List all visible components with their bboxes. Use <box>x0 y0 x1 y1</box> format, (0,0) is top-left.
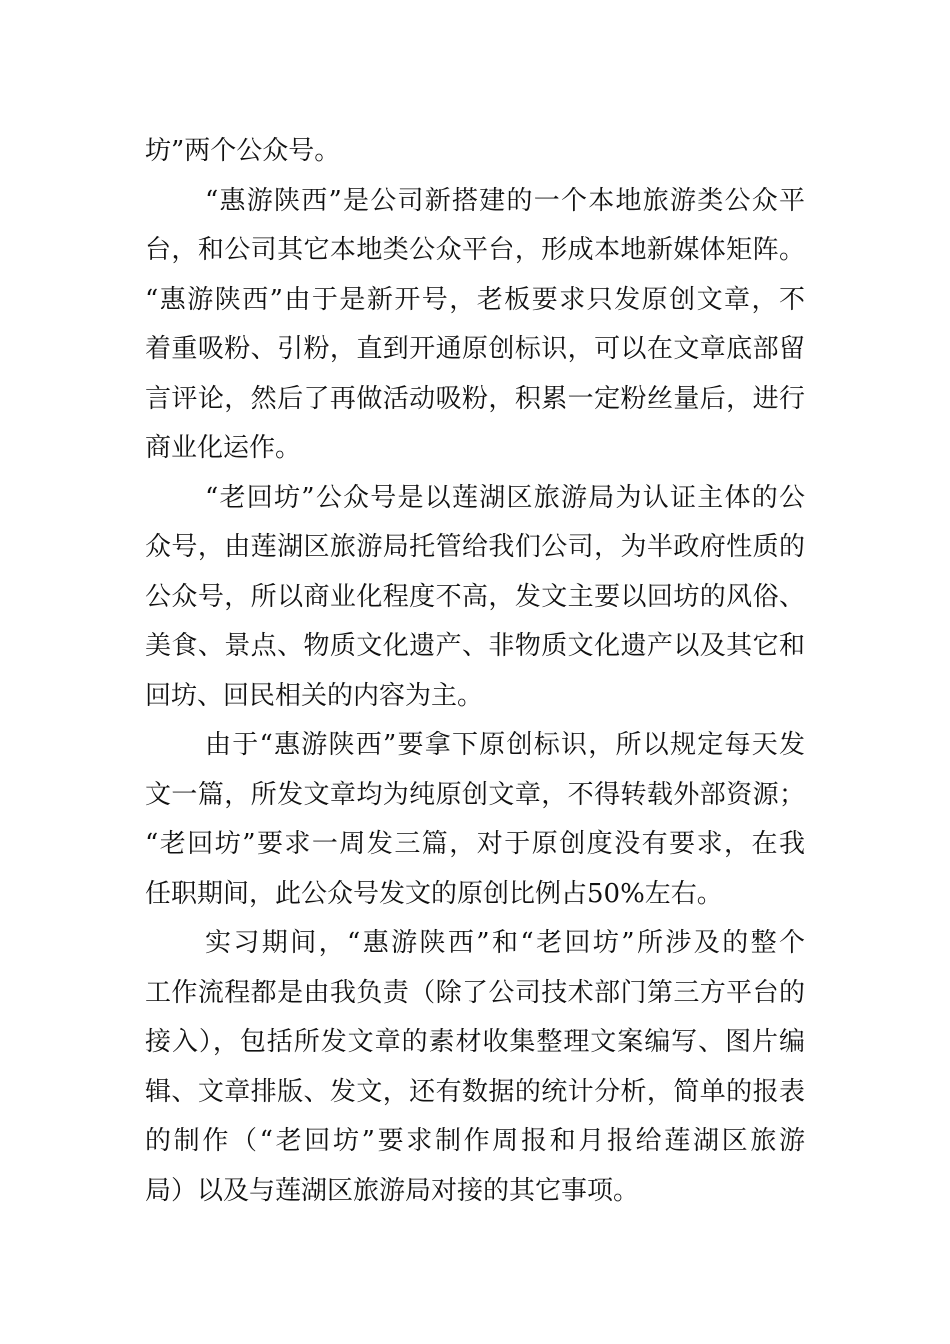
text-line: 公众号，所以商业化程度不高，发文主要以回坊的风俗、 <box>145 581 805 612</box>
text-line: “老回坊”要求一周发三篇，对于原创度没有要求，在我 <box>145 829 805 859</box>
paragraph-4 <box>145 721 805 919</box>
text-line: 的制作（“老回坊”要求制作周报和月报给莲湖区旅游 <box>145 1126 805 1156</box>
text-line: 美食、景点、物质文化遗产、非物质文化遗产以及其它和 <box>145 631 805 661</box>
text-line: 接入），包括所发文章的素材收集整理文案编写、图片编 <box>145 1027 805 1057</box>
text-line: 文一篇，所发文章均为纯原创文章，不得转载外部资源； <box>145 779 805 810</box>
text-line: 实习期间，“惠游陕西”和“老回坊”所涉及的整个 <box>205 928 805 958</box>
text-line: 坊”两个公众号。 <box>145 136 341 166</box>
text-line: 商业化运作。 <box>145 433 302 463</box>
text-line: “惠游陕西”由于是新开号，老板要求只发原创文章，不 <box>145 284 805 315</box>
text-line: 任职期间，此公众号发文的原创比例占50%左右。 <box>145 878 723 909</box>
paragraph-5 <box>145 919 805 1216</box>
text-line: “老回坊”公众号是以莲湖区旅游局为认证主体的公 <box>205 482 805 513</box>
text-line: 台，和公司其它本地类公众平台，形成本地新媒体矩阵。 <box>145 235 805 265</box>
text-line: 局）以及与莲湖区旅游局对接的其它事项。 <box>145 1175 640 1206</box>
text-line: “惠游陕西”是公司新搭建的一个本地旅游类公众平 <box>205 185 805 216</box>
paragraph-1 <box>145 127 805 177</box>
document-body <box>145 127 805 1216</box>
paragraph-2 <box>145 177 805 474</box>
text-line: 着重吸粉、引粉，直到开通原创标识，可以在文章底部留 <box>145 334 805 364</box>
paragraph-3 <box>145 474 805 722</box>
text-line: 回坊、回民相关的内容为主。 <box>145 680 484 711</box>
text-line: 言评论，然后了再做活动吸粉，积累一定粉丝量后，进行 <box>145 383 805 414</box>
text-line: 众号，由莲湖区旅游局托管给我们公司，为半政府性质的 <box>145 532 805 562</box>
text-line: 工作流程都是由我负责（除了公司技术部门第三方平台的 <box>145 977 805 1008</box>
text-line: 辑、文章排版、发文，还有数据的统计分析，简单的报表 <box>145 1076 805 1107</box>
text-line: 由于“惠游陕西”要拿下原创标识，所以规定每天发 <box>205 730 805 760</box>
